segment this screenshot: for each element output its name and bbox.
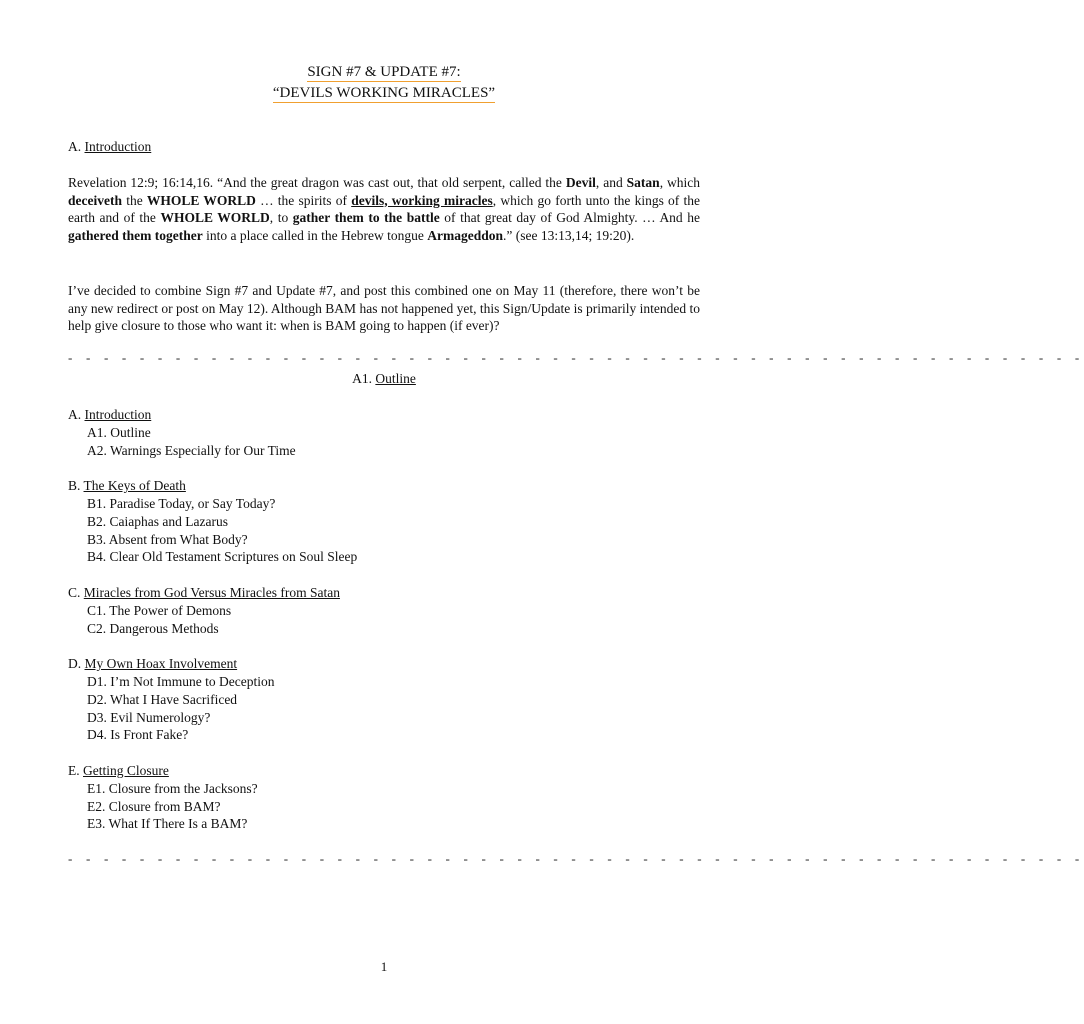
toc-section-heading xyxy=(68,406,668,424)
toc-subitem: D3. Evil Numerology? xyxy=(87,709,211,725)
toc-section-prefix: E. xyxy=(68,762,80,778)
toc-subitem: B4. Clear Old Testament Scriptures on Soul Sleep xyxy=(87,549,358,565)
toc-section-prefix: B. xyxy=(68,478,81,494)
toc-section-prefix: C. xyxy=(68,584,81,600)
toc-subitem: B2. Caiaphas and Lazarus xyxy=(87,513,228,529)
combine-paragraph: I’ve decided to combine Sign #7 and Update #7, and post this combined one on May 11 (therefore, there won’t be any new redirect or post on May 12). Although BAM has not happened yet, this Sign/Update is primarily intended to help give closure to those who want it: when is BAM going to happen (if ever)? xyxy=(68,283,700,333)
toc-section xyxy=(68,762,668,833)
toc-subitem: B3. Absent from What Body? xyxy=(87,531,248,547)
toc-section-label: Getting Closure xyxy=(83,762,169,778)
toc-subitem: D2. What I Have Sacrificed xyxy=(87,691,238,707)
toc-subitem: E1. Closure from the Jacksons? xyxy=(87,780,258,796)
page-number: 1 xyxy=(380,959,388,974)
toc-section-prefix: A. xyxy=(68,407,82,422)
outline-heading: A1. Outline xyxy=(352,371,416,386)
toc-section xyxy=(68,584,668,637)
toc-section-label: Introduction xyxy=(84,407,152,422)
toc-section xyxy=(68,477,668,566)
toc-section-heading xyxy=(68,655,668,673)
toc-section-heading xyxy=(68,762,668,780)
toc-subitem: E3. What If There Is a BAM? xyxy=(87,816,248,832)
toc-subitem: A1. Outline xyxy=(87,424,151,440)
intro-heading: A. Introduction xyxy=(68,139,152,154)
toc-section-heading xyxy=(68,584,668,602)
toc-section xyxy=(68,655,668,744)
divider-bottom: - - - - - - - - - - - - - - - - - - - - - - - - - - - - - - - - - - - - - - - - - - - - - - - - - - - - - - - - - xyxy=(68,851,1084,866)
toc-subitem: D1. I’m Not Immune to Deception xyxy=(87,673,275,689)
toc-subitem: C1. The Power of Demons xyxy=(87,602,232,618)
toc-section-heading xyxy=(68,477,668,495)
toc-subitem: E2. Closure from BAM? xyxy=(87,798,221,814)
toc-section-prefix: D. xyxy=(68,656,82,672)
toc-section-label: Miracles from God Versus Miracles from Satan xyxy=(83,584,340,600)
title-line-2: “DEVILS WORKING MIRACLES” xyxy=(272,85,496,101)
toc-subitem: D4. Is Front Fake? xyxy=(87,727,189,743)
table-of-contents xyxy=(68,406,668,851)
toc-subitem: B1. Paradise Today, or Say Today? xyxy=(87,495,276,511)
scripture-paragraph: Revelation 12:9; 16:14,16. “And the great dragon was cast out, that old serpent, called the Devil, and Satan, which deceiveth the WHOLE WORLD … the spirits of devils, working miracles, which go forth unto the kings of the earth and of the WHOLE WORLD, to gather them to the battle of that great day of God Almighty. … And he gathered them together into a place called in the Hebrew tongue Armageddon.” (see 13:13,14; 19:20). xyxy=(68,175,701,243)
divider-top: - - - - - - - - - - - - - - - - - - - - - - - - - - - - - - - - - - - - - - - - - - - - - - - - - - - - - - - - - xyxy=(68,350,1084,365)
toc-section-label: My Own Hoax Involvement xyxy=(84,656,238,672)
toc-subitem: A2. Warnings Especially for Our Time xyxy=(87,442,296,458)
toc-subitem: C2. Dangerous Methods xyxy=(87,620,219,636)
toc-section-label: The Keys of Death xyxy=(83,478,186,494)
title-line-1: SIGN #7 & UPDATE #7: xyxy=(307,64,461,80)
toc-section xyxy=(68,406,668,459)
